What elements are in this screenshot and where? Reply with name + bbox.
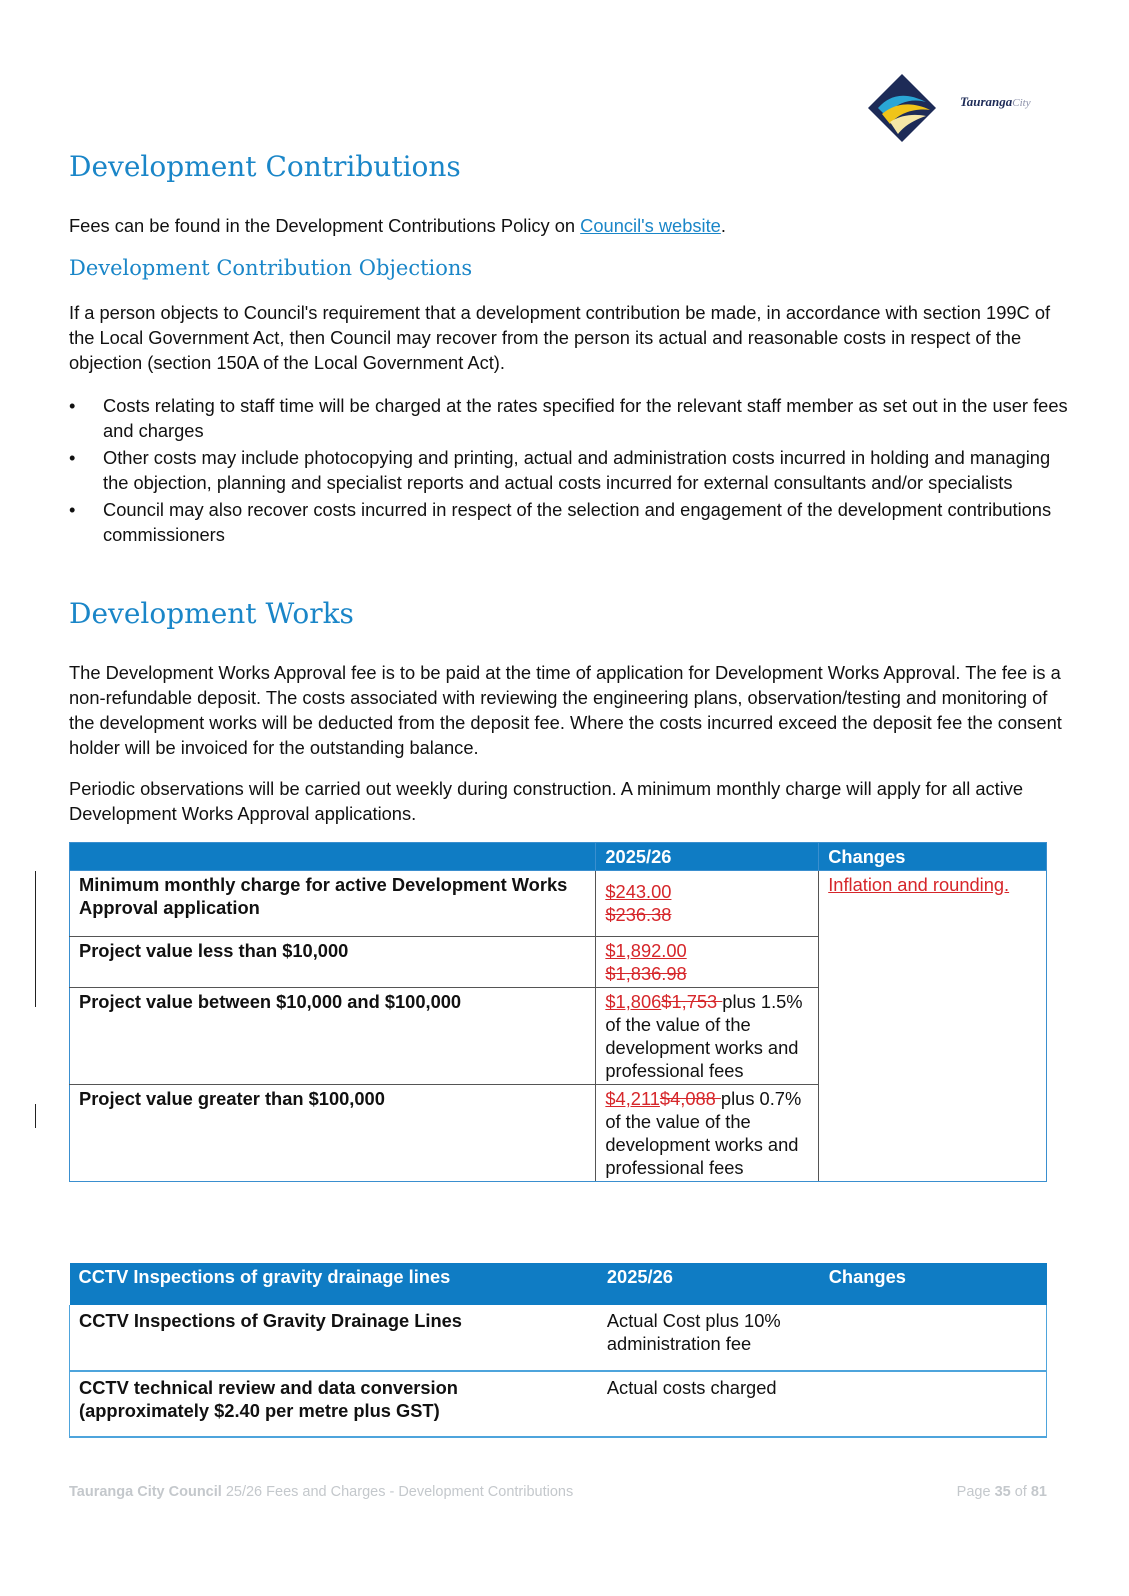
changes-note: Inflation and rounding. bbox=[828, 874, 1010, 895]
section-title-development-works: Development Works bbox=[69, 597, 354, 630]
fee-cell bbox=[596, 988, 819, 1085]
old-fee: $4,088 bbox=[659, 1088, 721, 1109]
row-label: Project value less than $10,000 bbox=[70, 937, 596, 988]
old-fee: $1,836.98 bbox=[605, 963, 687, 984]
footer-doc-title: 25/26 Fees and Charges - Development Contributions bbox=[221, 1484, 574, 1500]
row-label: Minimum monthly charge for active Development Works Approval application bbox=[70, 871, 596, 937]
header-cell bbox=[70, 843, 596, 871]
row-label: CCTV technical review and data conversion (approximately $2.40 per metre plus GST) bbox=[70, 1371, 598, 1437]
change-bar bbox=[35, 1104, 36, 1128]
section-title-objections: Development Contribution Objections bbox=[69, 256, 473, 280]
new-fee: $1,892.00 bbox=[605, 940, 687, 961]
new-fee: $1,806 bbox=[605, 991, 662, 1012]
fee-cell bbox=[596, 1085, 819, 1182]
footer-org: Tauranga City Council bbox=[69, 1484, 222, 1500]
table-row bbox=[70, 871, 1047, 937]
row-label: Project value greater than $100,000 bbox=[70, 1085, 596, 1182]
table-header-row bbox=[70, 843, 1047, 871]
fee-cell bbox=[596, 871, 819, 937]
logo-wordmark: TaurangaCity bbox=[960, 94, 1031, 109]
bullet-icon: • bbox=[69, 447, 76, 468]
header-cell: CCTV Inspections of gravity drainage lines bbox=[70, 1263, 598, 1305]
list-item: • Council may also recover costs incurred in respect of the selection and engagement of the development contributions commissioners bbox=[69, 499, 1052, 545]
header-cell-changes: Changes bbox=[820, 1263, 1047, 1305]
table-header-row bbox=[70, 1263, 1047, 1305]
periodic-observations-paragraph: Periodic observations will be carried out weekly during construction. A minimum monthly charge will apply for all active Development Works Approval applications. bbox=[69, 778, 1024, 824]
changes-cell bbox=[820, 1305, 1047, 1371]
changes-cell bbox=[820, 1371, 1047, 1437]
page-number: Page 35 of 81 bbox=[956, 1484, 1047, 1500]
development-works-paragraph: The Development Works Approval fee is to be paid at the time of application for Development Works Approval. The fee is a non-refundable deposit. The costs associated with reviewing the engineering plans, observation/testing and monitoring of the development works will be deducted from the deposit fee. Where the costs incurred exceed the deposit fee the consent holder will be invoiced for the outstanding balance. bbox=[69, 662, 1062, 758]
header-cell-year: 2025/26 bbox=[598, 1263, 820, 1305]
objections-bullet-list bbox=[69, 393, 1069, 549]
development-works-fees-table bbox=[69, 842, 1047, 1182]
tauranga-city-logo bbox=[888, 72, 1068, 144]
list-item: • Costs relating to staff time will be charged at the rates specified for the relevant staff member as set out in the user fees and charges bbox=[69, 395, 1068, 441]
intro-paragraph: Fees can be found in the Development Contributions Policy on Council's website. bbox=[69, 215, 726, 236]
cctv-inspections-table bbox=[69, 1263, 1047, 1438]
bullet-icon: • bbox=[69, 395, 76, 416]
change-bar bbox=[35, 871, 36, 1007]
changes-cell bbox=[819, 871, 1047, 1182]
header-cell-year: 2025/26 bbox=[596, 843, 819, 871]
section-title-development-contributions: Development Contributions bbox=[69, 150, 461, 183]
list-item: • Other costs may include photocopying and printing, actual and administration costs incurred in holding and managing the objection, planning and specialist reports and actual costs incurred for external consultants and/or specialists bbox=[69, 447, 1051, 493]
old-fee: $1,753 bbox=[661, 991, 723, 1012]
fee-description: plus 0.7% of the value of the development works and professional fees bbox=[605, 1088, 802, 1178]
new-fee: $243.00 bbox=[605, 881, 672, 902]
page-footer bbox=[69, 1484, 1047, 1500]
bullet-icon: • bbox=[69, 499, 76, 520]
fee-description: plus 1.5% of the value of the development works and professional fees bbox=[605, 991, 803, 1081]
fee-cell bbox=[596, 937, 819, 988]
logo-mark-icon bbox=[868, 72, 948, 144]
new-fee: $4,211 bbox=[605, 1088, 660, 1109]
table-row bbox=[70, 1305, 1047, 1371]
fee-cell: Actual costs charged bbox=[598, 1371, 820, 1437]
header-cell-changes: Changes bbox=[819, 843, 1047, 871]
fee-cell: Actual Cost plus 10% administration fee bbox=[598, 1305, 820, 1371]
table-row bbox=[70, 1371, 1047, 1437]
row-label: Project value between $10,000 and $100,000 bbox=[70, 988, 596, 1085]
objections-paragraph: If a person objects to Council's requirement that a development contribution be made, in accordance with section 199C of the Local Government Act, then Council may recover from the person its actual and reasonable costs in respect of the objection (section 150A of the Local Government Act). bbox=[69, 302, 1051, 373]
old-fee: $236.38 bbox=[605, 904, 672, 925]
councils-website-link[interactable]: Council's website bbox=[580, 215, 721, 236]
row-label: CCTV Inspections of Gravity Drainage Lines bbox=[70, 1305, 598, 1371]
